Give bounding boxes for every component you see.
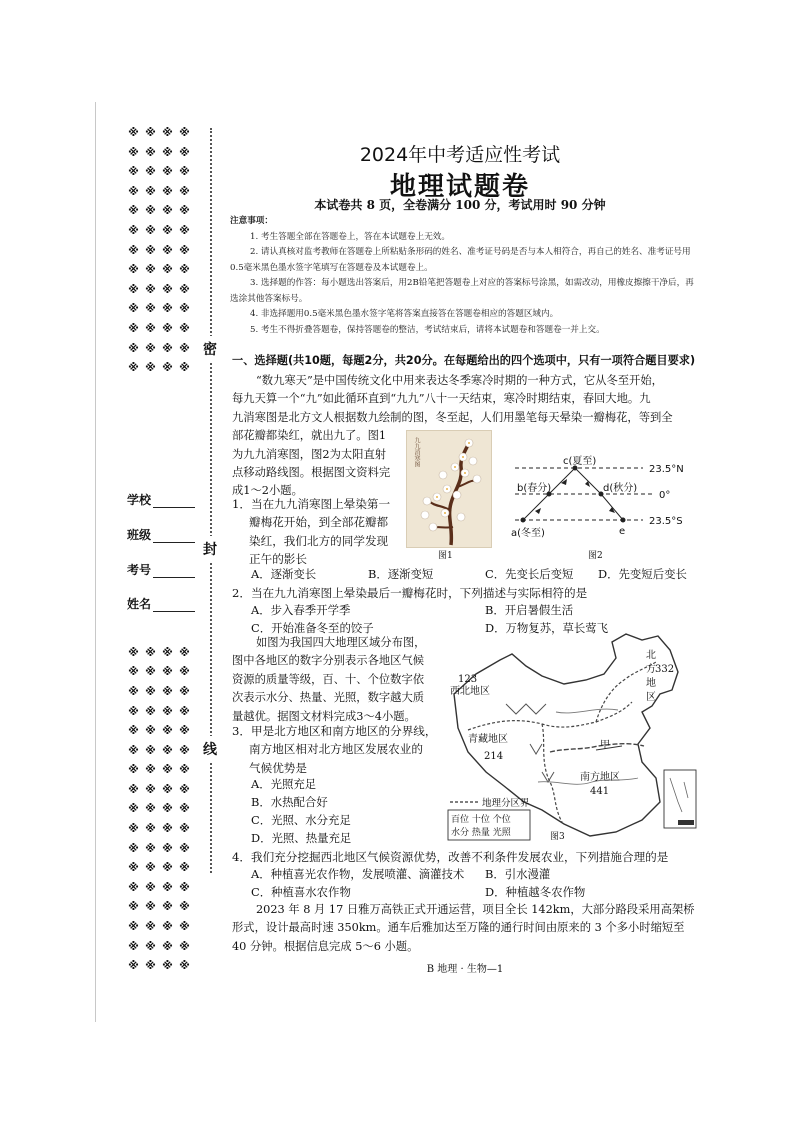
note-item: 1. 考生答题全部在答题卷上，答在本试题卷上无效。 [250, 231, 450, 242]
seal-glyph-icon: ※ [162, 184, 173, 198]
seal-glyph-icon: ※ [128, 341, 139, 355]
seal-glyph-icon: ※ [179, 724, 190, 738]
legend-resource-row: 水分 热量 光照 [451, 828, 511, 838]
seal-glyph-icon: ※ [179, 665, 190, 679]
note-item: 4. 非选择题用0.5毫米黑色墨水签字笔将答案直接答在答题卷相应的答题区域内。 [250, 309, 559, 319]
notes-heading: 注意事项： [230, 216, 273, 226]
school-label: 学校 [127, 493, 152, 507]
seal-glyph-icon: ※ [179, 263, 190, 277]
seal-glyph-icon: ※ [162, 665, 173, 679]
region-south-label: 南方地区 [580, 772, 620, 783]
seal-glyph-icon: ※ [128, 782, 139, 796]
seal-glyph-icon: ※ [145, 822, 156, 836]
class-field [127, 526, 195, 543]
school-blank[interactable] [153, 495, 195, 508]
seal-glyph-icon: ※ [179, 282, 190, 296]
seal-glyph-icon: ※ [162, 223, 173, 237]
seal-glyph-icon: ※ [128, 880, 139, 894]
seal-glyph-icon: ※ [162, 822, 173, 836]
passage-line: 2023 年 8 月 17 日雅万高铁正式开通运营，项目全长 142km，大部分路段采用高架桥 [256, 903, 695, 916]
passage-line: 图中各地区的数字分别表示各地区气候 [232, 654, 425, 668]
seal-glyph-icon: ※ [162, 684, 173, 698]
passage-line: 如图为我国四大地理区域分布图， [256, 636, 426, 649]
seal-glyph-icon: ※ [179, 165, 190, 179]
seal-row [127, 302, 193, 319]
seal-glyph-icon: ※ [128, 184, 139, 198]
seal-glyph-icon: ※ [179, 900, 190, 914]
seal-glyph-icon: ※ [145, 861, 156, 875]
seal-glyph-icon: ※ [162, 920, 173, 934]
passage-line: 为九九消寒图，图2为太阳直射 [232, 447, 387, 461]
seal-row [127, 920, 193, 937]
exam-number-label: 考号 [127, 563, 152, 577]
seal-glyph-icon: ※ [162, 743, 173, 757]
passage-line: 40 分钟。根据信息完成 5～6 小题。 [232, 939, 419, 953]
seal-glyph-icon: ※ [145, 724, 156, 738]
seal-glyph-icon: ※ [145, 665, 156, 679]
name-label: 姓名 [127, 597, 152, 611]
passage-line: 点移动路线图。根据图文资料完 [232, 466, 391, 480]
passage-line: 每九天算一个“九”如此循环直到“九九”八十一天结束，寒冷时期结束，春回大地。九 [232, 392, 651, 406]
question-1-stem [232, 495, 404, 569]
exam-number-field [127, 561, 195, 578]
class-blank[interactable] [153, 530, 195, 543]
seal-glyph-icon: ※ [145, 204, 156, 218]
seal-glyph-icon: ※ [179, 782, 190, 796]
seal-glyph-icon: ※ [179, 959, 190, 973]
seal-glyph-icon: ※ [145, 243, 156, 257]
seal-glyph-icon: ※ [128, 763, 139, 777]
seal-row [127, 861, 193, 878]
q3-option-b[interactable]: B．水热配合好 [251, 795, 328, 809]
seal-glyph-icon: ※ [145, 321, 156, 335]
seal-glyph-icon: ※ [179, 341, 190, 355]
seal-glyph-icon: ※ [179, 302, 190, 316]
seal-glyph-icon: ※ [145, 302, 156, 316]
seal-glyph-icon: ※ [145, 920, 156, 934]
seal-glyph-icon: ※ [128, 223, 139, 237]
seal-row [127, 283, 193, 300]
seal-row [127, 646, 193, 663]
seal-glyph-icon: ※ [145, 165, 156, 179]
seal-glyph-icon: ※ [128, 704, 139, 718]
seal-row [127, 146, 193, 163]
region-north-code: 332 [655, 664, 675, 675]
region-north-char3: 地 [646, 678, 656, 689]
q4-option-c[interactable]: C．种植喜水农作物 [251, 885, 351, 899]
seal-row [127, 665, 193, 682]
seal-char-xian: 线 [203, 736, 217, 762]
seal-glyph-icon: ※ [179, 243, 190, 257]
seal-glyph-icon: ※ [162, 724, 173, 738]
seal-row [127, 744, 193, 761]
seal-glyph-icon: ※ [162, 939, 173, 953]
figure-1-plum-blossom [406, 430, 492, 548]
passage-line: 形式，设计最高时速 350km。通车后雅加达至万隆的通行时间由原来的 3 个多小时缩短至 [232, 921, 685, 935]
passage-2 [232, 634, 442, 726]
q3-option-a[interactable]: A．光照充足 [251, 777, 317, 791]
seal-glyph-icon: ※ [179, 920, 190, 934]
seal-row [127, 842, 193, 859]
seal-row [127, 165, 193, 182]
seal-glyph-icon: ※ [179, 939, 190, 953]
q1-stem-line: 瓣梅花开始，到全部花瓣都 [249, 515, 389, 530]
seal-glyph-icon: ※ [162, 880, 173, 894]
passage-line: 次表示水分、热量、光照，数字越大质 [232, 691, 425, 705]
seal-glyph-icon: ※ [162, 782, 173, 796]
seal-glyph-icon: ※ [145, 900, 156, 914]
figure-2-caption: 图2 [588, 551, 603, 561]
passage-line: 资源的质量等级，百、十、个位数字依 [232, 672, 425, 686]
q4-option-b[interactable]: B．引水漫灌 [485, 867, 551, 881]
seal-char-mi: 密 [203, 336, 217, 362]
seal-glyph-icon: ※ [128, 802, 139, 816]
page-footer: B 地理 · 生物—1 [426, 964, 504, 975]
plum-branch-icon [407, 431, 491, 547]
seal-glyph-icon: ※ [145, 704, 156, 718]
seal-glyph-icon: ※ [128, 282, 139, 296]
seal-glyph-icon: ※ [128, 939, 139, 953]
seal-row [127, 763, 193, 780]
region-north-char2: 方 [646, 664, 656, 675]
lat-north-label: 23.5°N [649, 464, 684, 475]
seal-glyph-icon: ※ [145, 939, 156, 953]
passage-line: 部花瓣都染红，就出九了。图1 [232, 429, 387, 443]
seal-glyph-icon: ※ [128, 841, 139, 855]
seal-row [127, 126, 193, 143]
seal-glyph-icon: ※ [145, 959, 156, 973]
section-heading: 一、选择题(共10题，每题2分，共20分。在每题给出的四个选项中，只有一项符合题目要求) [232, 354, 696, 367]
seal-glyph-icon: ※ [179, 802, 190, 816]
q3-option-c[interactable]: C．光照、水分充足 [251, 813, 351, 827]
class-label: 班级 [127, 528, 152, 542]
seal-glyph-icon: ※ [145, 126, 156, 139]
seal-row [127, 881, 193, 898]
seal-glyph-icon: ※ [179, 822, 190, 836]
seal-glyph-icon: ※ [179, 184, 190, 198]
seal-glyph-icon: ※ [162, 282, 173, 296]
passage-line: 量越优。据图文材料完成3～4小题。 [232, 709, 416, 723]
seal-row [127, 940, 193, 957]
seal-glyph-icon: ※ [179, 861, 190, 875]
question-3-stem [232, 722, 444, 777]
seal-row [127, 204, 193, 221]
seal-glyph-icon: ※ [162, 704, 173, 718]
point-d-label: d(秋分) [603, 483, 638, 494]
seal-glyph-icon: ※ [179, 126, 190, 139]
seal-glyph-icon: ※ [145, 782, 156, 796]
seal-glyph-icon: ※ [179, 704, 190, 718]
point-a-label: a(冬至) [511, 528, 545, 539]
note-item: 3. 选择题的作答：每小题选出答案后，用2B铅笔把答题卷上对应的答案标号涂黑，如需改动，用橡皮擦擦干净后，再选涂其他答案标号。 [230, 278, 694, 304]
seal-glyph-icon: ※ [162, 841, 173, 855]
seal-glyph-icon: ※ [128, 302, 139, 316]
seal-glyph-icon: ※ [145, 841, 156, 855]
seal-glyph-icon: ※ [128, 263, 139, 277]
q2-option-d[interactable]: D．万物复苏，草长莺飞 [485, 621, 609, 635]
q1-stem-line: 1．当在九九消寒图上晕染第一 [232, 497, 391, 511]
seal-glyph-icon: ※ [128, 724, 139, 738]
q4-option-d[interactable]: D．种植越冬农作物 [485, 885, 586, 899]
seal-row [127, 900, 193, 917]
paper-title: 地理试题卷 [389, 172, 530, 202]
figure-3-caption: 图3 [550, 832, 565, 842]
page-edge-line [95, 102, 96, 1022]
school-field [127, 491, 195, 508]
seal-glyph-icon: ※ [145, 645, 156, 659]
seal-row [127, 361, 193, 378]
seal-glyph-icon: ※ [162, 165, 173, 179]
legend-boundary-label: 地理分区界 [482, 798, 530, 809]
region-northwest-code: 123 [458, 674, 478, 685]
name-field [127, 595, 195, 612]
seal-glyph-icon: ※ [179, 321, 190, 335]
legend-digit-row: 百位 十位 个位 [451, 815, 511, 825]
seal-glyph-icon: ※ [145, 880, 156, 894]
seal-glyph-icon: ※ [162, 645, 173, 659]
q3-stem-line: 南方地区相对北方地区发展农业的 [249, 742, 423, 757]
seal-glyph-icon: ※ [145, 361, 156, 375]
figure-2-diagram [505, 452, 705, 544]
seal-glyph-icon: ※ [179, 880, 190, 894]
seal-glyph-icon: ※ [128, 243, 139, 257]
figure-1-caption: 图1 [438, 551, 453, 561]
seal-glyph-icon: ※ [128, 822, 139, 836]
region-qingzang-label: 青藏地区 [468, 734, 508, 745]
seal-glyph-icon: ※ [128, 645, 139, 659]
exam-title: 2024年中考适应性考试 [359, 144, 561, 166]
seal-glyph-icon: ※ [162, 126, 173, 139]
seal-glyph-icon: ※ [128, 684, 139, 698]
seal-row [127, 802, 193, 819]
exam-number-blank[interactable] [153, 565, 195, 578]
seal-glyph-icon: ※ [162, 763, 173, 777]
passage-line: 九消寒图是北方文人根据数九绘制的图，冬至起，人们用墨笔每天晕染一瓣梅花，等到全 [232, 410, 673, 424]
point-b-label: b(春分) [517, 483, 552, 494]
notes-block [230, 214, 700, 338]
seal-row [127, 342, 193, 359]
figure-1-title: 九九消寒图 [413, 437, 420, 467]
seal-row [127, 322, 193, 339]
q2-option-b[interactable]: B．开启暑假生活 [485, 603, 574, 617]
seal-glyph-icon: ※ [179, 223, 190, 237]
region-qingzang-code: 214 [484, 751, 504, 762]
seal-glyph-icon: ※ [162, 361, 173, 375]
seal-row [127, 263, 193, 280]
seal-glyph-icon: ※ [128, 204, 139, 218]
note-item: 5. 考生不得折叠答题卷，保持答题卷的整洁，考试结束后，请将本试题卷和答题卷一并上交。 [250, 324, 605, 335]
passage-line: 成1～2小题。 [232, 484, 303, 498]
lat-equator-label: 0° [659, 490, 671, 501]
seal-glyph-icon: ※ [128, 959, 139, 973]
seal-glyph-icon: ※ [128, 743, 139, 757]
seal-glyph-icon: ※ [179, 743, 190, 757]
seal-row [127, 724, 193, 741]
q3-option-d[interactable]: D．光照、热量充足 [251, 831, 352, 845]
seal-glyph-icon: ※ [179, 684, 190, 698]
passage-3 [232, 901, 702, 956]
q1-stem-line: 染红，我们北方的同学发现 [249, 533, 389, 548]
seal-glyph-icon: ※ [145, 684, 156, 698]
seal-glyph-icon: ※ [162, 802, 173, 816]
point-c-label: c(夏至) [563, 456, 597, 467]
seal-row [127, 822, 193, 839]
seal-glyph-icon: ※ [128, 145, 139, 159]
q3-stem-line: 气候优势是 [249, 760, 307, 775]
exam-subtitle: 本试卷共 8 页，全卷满分 100 分，考试用时 90 分钟 [314, 198, 606, 212]
seal-glyph-icon: ※ [179, 841, 190, 855]
q1-stem-line: 正午的影长 [249, 552, 307, 567]
boundary-jia-label: 甲 [600, 740, 610, 751]
seal-char-feng: 封 [203, 536, 217, 562]
seal-row [127, 705, 193, 722]
seal-glyph-icon: ※ [162, 263, 173, 277]
seal-glyph-icon: ※ [128, 665, 139, 679]
seal-glyph-icon: ※ [162, 321, 173, 335]
seal-glyph-icon: ※ [145, 223, 156, 237]
seal-glyph-icon: ※ [145, 263, 156, 277]
seal-glyph-icon: ※ [162, 302, 173, 316]
seal-glyph-icon: ※ [145, 341, 156, 355]
seal-glyph-icon: ※ [162, 204, 173, 218]
region-north-char1: 北 [646, 650, 656, 661]
q2-option-a[interactable]: A．步入春季开学季 [251, 603, 351, 617]
question-2-stem: 2．当在九九消寒图上晕染最后一瓣梅花时，下列描述与实际相符的是 [232, 586, 588, 600]
seal-glyph-icon: ※ [162, 861, 173, 875]
seal-glyph-icon: ※ [145, 145, 156, 159]
seal-glyph-icon: ※ [128, 165, 139, 179]
q2-option-c[interactable]: C．开始准备冬至的饺子 [251, 621, 374, 635]
q1-option-d[interactable]: D．先变短后变长 [598, 567, 687, 581]
seal-glyph-icon: ※ [179, 645, 190, 659]
q1-option-b[interactable]: B．逐渐变短 [368, 567, 434, 581]
seal-glyph-icon: ※ [162, 145, 173, 159]
seal-glyph-icon: ※ [145, 802, 156, 816]
region-south-code: 441 [590, 786, 610, 797]
seal-glyph-icon: ※ [162, 341, 173, 355]
seal-row [127, 685, 193, 702]
seal-glyph-icon: ※ [128, 321, 139, 335]
seal-glyph-icon: ※ [145, 282, 156, 296]
seal-glyph-icon: ※ [179, 763, 190, 777]
seal-glyph-icon: ※ [128, 361, 139, 375]
seal-row [127, 959, 193, 976]
q3-stem-line: 3．甲是北方地区和南方地区的分界线， [232, 724, 437, 738]
seal-glyph-icon: ※ [145, 743, 156, 757]
seal-row [127, 224, 193, 241]
seal-glyph-icon: ※ [128, 900, 139, 914]
seal-row [127, 244, 193, 261]
seal-row [127, 185, 193, 202]
passage-line: “数九寒天”是中国传统文化中用来表达冬季寒冷时期的一种方式，它从冬至开始， [256, 374, 663, 387]
lat-south-label: 23.5°S [649, 516, 683, 527]
q1-option-c[interactable]: C．先变长后变短 [485, 567, 574, 581]
seal-row [127, 783, 193, 800]
seal-glyph-icon: ※ [128, 861, 139, 875]
seal-glyph-icon: ※ [128, 920, 139, 934]
region-north-char4: 区 [646, 692, 656, 703]
figure-3-map [446, 632, 700, 844]
seal-glyph-icon: ※ [179, 361, 190, 375]
seal-glyph-icon: ※ [162, 959, 173, 973]
seal-glyph-icon: ※ [145, 184, 156, 198]
q4-option-a[interactable]: A．种植喜光农作物，发展喷灌、滴灌技术 [251, 867, 465, 881]
q1-option-a[interactable]: A．逐渐变长 [251, 567, 317, 581]
seal-glyph-icon: ※ [162, 243, 173, 257]
note-item: 2. 请认真核对监考教师在答题卷上所粘贴条形码的姓名、准考证号码是否与本人相符合，再自己的姓名、准考证号用0.5毫米黑色墨水签字笔填写在答题卷及本试题卷上。 [230, 247, 691, 273]
question-4-stem: 4．我们充分挖掘西北地区气候资源优势，改善不利条件发展农业，下列措施合理的是 [232, 850, 669, 864]
seal-glyph-icon: ※ [179, 145, 190, 159]
seal-glyph-icon: ※ [145, 763, 156, 777]
name-blank[interactable] [153, 599, 195, 612]
seal-glyph-icon: ※ [179, 204, 190, 218]
seal-glyph-icon: ※ [128, 126, 139, 139]
seal-glyph-icon: ※ [162, 900, 173, 914]
point-e-label: e [619, 526, 626, 537]
region-northwest-label: 西北地区 [450, 686, 490, 697]
